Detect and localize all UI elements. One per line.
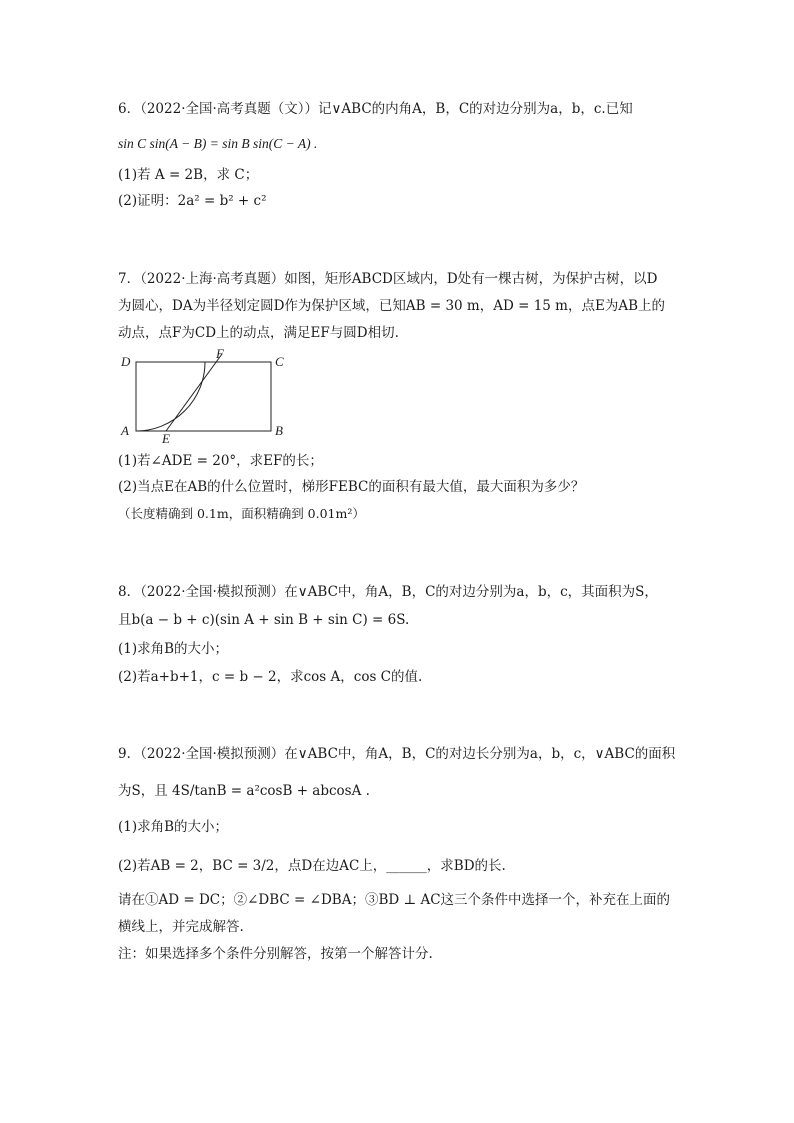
label-f: F (216, 346, 224, 361)
problem-7-line-2: 为圆心，DA为半径划定圆D作为保护区域，已知AB = 30 m，AD = 15 m，点E为AB上的 (118, 298, 665, 314)
label-d: D (121, 354, 131, 369)
problem-9-line-6: 横线上，并完成解答. (118, 919, 244, 935)
problem-8-line-1: 8．（2022·全国·模拟预测）在∨ABC中，角A，B，C的对边分别为a，b，c，其面积为S， (118, 584, 658, 600)
problem-7-line-6: （长度精确到 0.1m，面积精确到 0.01m²） (118, 506, 365, 521)
problem-9-line-2: 为S，且 4S/tanB = a²cosB + abcosA . (118, 783, 370, 799)
label-c: C (275, 354, 284, 369)
problem-8-line-3: (1)求角B的大小； (118, 641, 229, 657)
problem-6-line-1: 6．（2022·全国·高考真题（文））记∨ABC的内角A，B，C的对边分别为a，b，c.已知 (118, 101, 633, 117)
problem-6-line-2: sin C sin(A − B) = sin B sin(C − A) . (118, 136, 318, 151)
problem-9-line-3: (1)求角B的大小； (118, 819, 229, 835)
problem-9-line-5: 请在①AD = DC；②∠DBC = ∠DBA；③BD ⊥ AC这三个条件中选择一个，补充在上面的 (118, 892, 671, 908)
label-e: E (162, 431, 170, 444)
problem-9-line-4: (2)若AB = 2，BC = 3/2，点D在边AC上，______，求BD的长. (118, 858, 506, 874)
problem-7-line-5: (2)当点E在AB的什么位置时，梯形FEBC的面积有最大值，最大面积为多少？ (118, 479, 585, 495)
problem-9-line-1: 9．（2022·全国·模拟预测）在∨ABC中，角A，B，C的对边长分别为a，b，c，∨ABC的面积 (118, 746, 676, 762)
problem-8-line-4: (2)若a+b+1，c = b − 2，求cos A，cos C的值. (118, 669, 423, 685)
label-b: B (275, 423, 283, 438)
label-a: A (121, 423, 129, 438)
rectangle-figure (116, 344, 296, 444)
protection-arc (136, 362, 205, 431)
tangent-line-ef (166, 354, 222, 431)
problem-9-line-7: 注：如果选择多个条件分别解答，按第一个解答计分. (118, 946, 433, 962)
problem-6-line-4: (2)证明：2a² = b² + c² (118, 193, 267, 209)
problem-7-line-4: (1)若∠ADE = 20°，求EF的长； (118, 453, 323, 469)
problem-7-line-3: 动点，点F为CD上的动点，满足EF与圆D相切. (118, 325, 399, 341)
problem-8-line-2: 且b(a − b + c)(sin A + sin B + sin C) = 6S. (118, 612, 410, 628)
problem-7-line-1: 7．（2022·上海·高考真题）如图，矩形ABCD区域内，D处有一棵古树，为保护古树，以D (118, 271, 658, 287)
problem-6-line-3: (1)若 A = 2B，求 C； (118, 167, 259, 183)
